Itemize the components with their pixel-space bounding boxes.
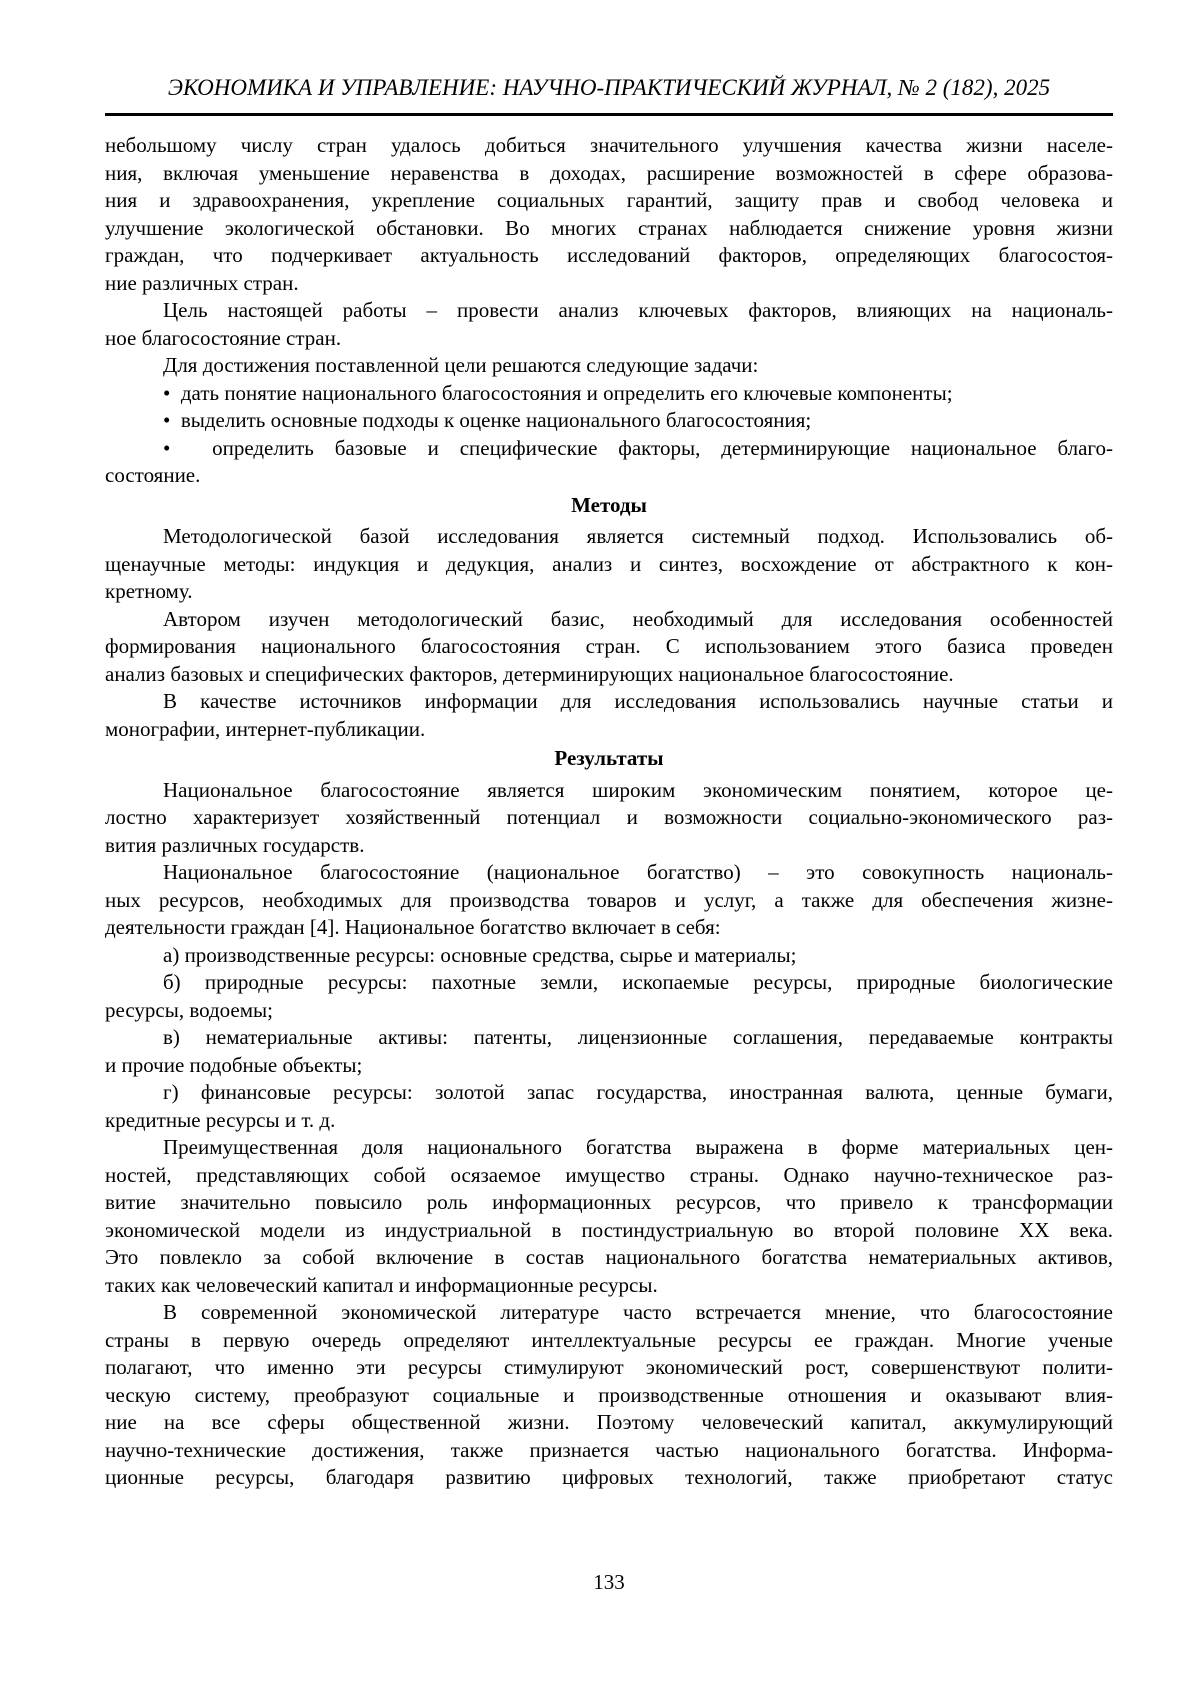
- paragraph-line: Для достижения поставленной цели решаются следующие задачи:: [163, 353, 759, 377]
- paragraph-line: ностей, представляющих собой осязаемое имущество страны. Однако научно-техническое раз-: [105, 1162, 1113, 1187]
- paragraph: [105, 942, 1113, 970]
- paragraph-line: щенаучные методы: индукция и дедукция, анализ и синтез, восхождение от абстрактного к кон-: [105, 551, 1113, 576]
- journal-header-title: ЭКОНОМИКА И УПРАВЛЕНИЕ: НАУЧНО-ПРАКТИЧЕСКИЙ ЖУРНАЛ, № 2 (182), 2025: [167, 75, 1051, 100]
- paragraph-line: ния, включая уменьшение неравенства в доходах, расширение возможностей в сфере образова-: [105, 160, 1113, 185]
- page-body: [105, 132, 1113, 1492]
- paragraph: [105, 777, 1113, 860]
- paragraph: [105, 132, 1113, 297]
- paragraph-line: ческую систему, преобразуют социальные и производственные отношения и оказывают влия-: [105, 1382, 1113, 1407]
- paragraph: [105, 1079, 1113, 1134]
- page-number: 133: [593, 1570, 625, 1594]
- paragraph-line: ное благосостояние стран.: [105, 325, 342, 350]
- paragraph: [105, 688, 1113, 743]
- paragraph: [105, 1299, 1113, 1492]
- paragraph: [105, 297, 1113, 352]
- paragraph-line: лостно характеризует хозяйственный потенциал и возможности социально-экономического раз-: [105, 805, 1113, 829]
- paragraph-line: Национальное благосостояние (национальное богатство) – это совокупность националь-: [163, 860, 1113, 884]
- paragraph-line: кретному.: [105, 579, 193, 603]
- paragraph-line: формирования национального благосостояния стран. С использованием этого базиса проведен: [105, 634, 1113, 658]
- paragraph-line: научно-технические достижения, также признается частью национального богатства. Информа-: [105, 1437, 1113, 1462]
- paragraph-line: небольшому числу стран удалось добиться значительного улучшения качества жизни населе-: [105, 133, 1113, 157]
- paragraph: [105, 1024, 1113, 1079]
- paragraph-line: • дать понятие национального благосостояния и определить его ключевые компоненты;: [163, 380, 953, 405]
- paragraph-line: Это повлекло за собой включение в состав национального богатства нематериальных активов,: [105, 1245, 1113, 1269]
- paragraph: [105, 1134, 1113, 1299]
- paragraph-line: Цель настоящей работы – провести анализ ключевых факторов, влияющих на националь-: [163, 298, 1113, 322]
- paragraph: [105, 435, 1113, 490]
- paragraph-line: ционные ресурсы, благодаря развитию цифровых технологий, также приобретают статус: [105, 1465, 1113, 1489]
- paragraph-line: ния и здравоохранения, укрепление социальных гарантий, защиту прав и свобод человека и: [105, 188, 1113, 212]
- paragraph-line: вития различных государств.: [105, 832, 365, 857]
- paragraph-line: г) финансовые ресурсы: золотой запас государства, иностранная валюта, ценные бумаги,: [163, 1080, 1113, 1104]
- paragraph-line: • определить базовые и специфические факторы, детерминирующие национальное благо-: [163, 435, 1113, 460]
- paragraph-line: Преимущественная доля национального богатства выражена в форме материальных цен-: [163, 1135, 1113, 1159]
- paragraph-line: анализ базовых и специфических факторов, детерминирующих национальное благосостояние.: [105, 661, 954, 686]
- paragraph-line: граждан, что подчеркивает актуальность исследований факторов, определяющих благосостоя-: [105, 243, 1113, 267]
- paragraph: [105, 859, 1113, 942]
- paragraph-line: ресурсы, водоемы;: [105, 997, 273, 1022]
- paragraph-line: а) производственные ресурсы: основные средства, сырье и материалы;: [163, 942, 797, 967]
- paragraph: [105, 969, 1113, 1024]
- section-heading: Результаты: [554, 746, 664, 770]
- paragraph-line: в) нематериальные активы: патенты, лицензионные соглашения, передаваемые контракты: [163, 1025, 1113, 1049]
- paragraph-line: страны в первую очередь определяют интеллектуальные ресурсы ее граждан. Многие ученые: [105, 1327, 1113, 1352]
- paragraph-line: В качестве источников информации для исследования использовались научные статьи и: [163, 689, 1113, 713]
- paragraph-line: кредитные ресурсы и т. д.: [105, 1107, 336, 1132]
- paragraph-line: ние различных стран.: [105, 270, 299, 295]
- paragraph-line: В современной экономической литературе часто встречается мнение, что благосостояние: [163, 1300, 1113, 1324]
- paragraph-line: Автором изучен методологический базис, необходимый для исследования особенностей: [163, 606, 1113, 631]
- paragraph-line: ных ресурсов, необходимых для производства товаров и услуг, а также для обеспечения жизне-: [105, 887, 1113, 912]
- paragraph: [105, 523, 1113, 606]
- paragraph: [105, 380, 1113, 408]
- paragraph-line: полагают, что именно эти ресурсы стимулируют экономический рост, совершенствуют полити-: [105, 1355, 1113, 1379]
- paragraph-line: улучшение экологической обстановки. Во многих странах наблюдается снижение уровня жизни: [105, 215, 1113, 240]
- paragraph-line: Национальное благосостояние является широким экономическим понятием, которое це-: [163, 777, 1113, 802]
- paragraph-line: экономической модели из индустриальной в постиндустриальную во второй половине XX века.: [105, 1217, 1113, 1242]
- paragraph-line: состояние.: [105, 463, 201, 487]
- paragraph: [105, 352, 1113, 380]
- paragraph-line: витие значительно повысило роль информационных ресурсов, что привело к трансформации: [105, 1190, 1113, 1214]
- paragraph-line: Методологической базой исследования является системный подход. Использовались об-: [163, 524, 1113, 548]
- paragraph: [105, 407, 1113, 435]
- paragraph: [105, 606, 1113, 689]
- paragraph-line: • выделить основные подходы к оценке национального благосостояния;: [163, 408, 812, 432]
- paragraph-line: ние на все сферы общественной жизни. Поэтому человеческий капитал, аккумулирующий: [105, 1410, 1113, 1434]
- paragraph-line: деятельности граждан [4]. Национальное богатство включает в себя:: [105, 915, 721, 939]
- header-rule: [105, 113, 1113, 116]
- paragraph-line: монографии, интернет-публикации.: [105, 716, 426, 741]
- paragraph-line: б) природные ресурсы: пахотные земли, ископаемые ресурсы, природные биологические: [163, 970, 1113, 994]
- section-heading: Методы: [571, 492, 647, 517]
- paragraph-line: таких как человеческий капитал и информационные ресурсы.: [105, 1272, 658, 1297]
- paragraph-line: и прочие подобные объекты;: [105, 1052, 363, 1077]
